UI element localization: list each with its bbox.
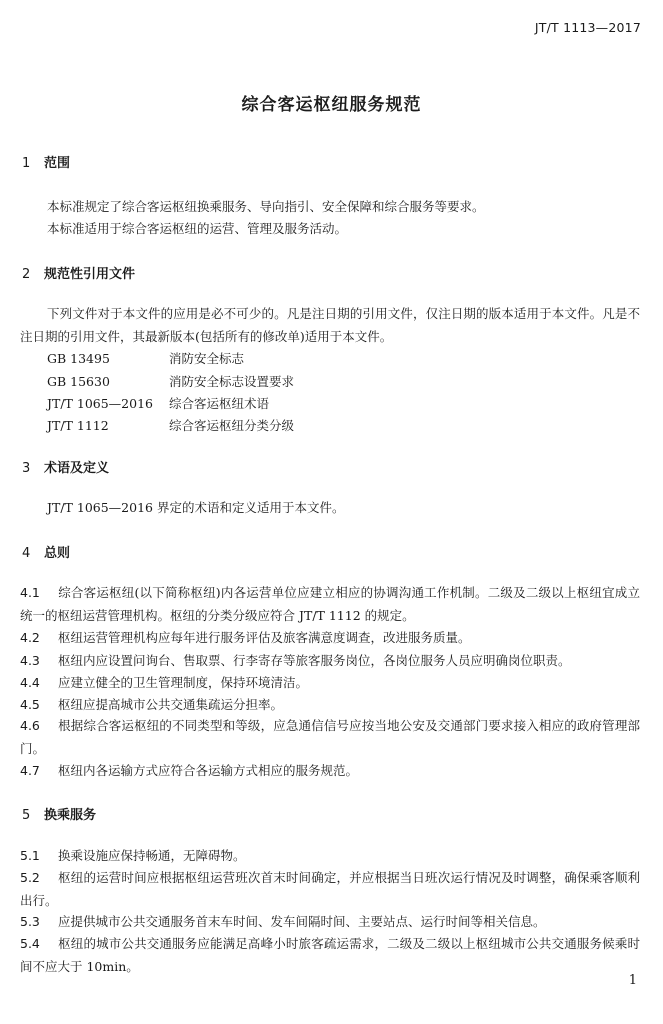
section-heading-terms: [22, 457, 109, 476]
clause-text: 枢纽内各运输方式应符合各运输方式相应的服务规范。: [58, 763, 359, 778]
clause-text: 换乘设施应保持畅通，无障碍物。: [58, 848, 246, 863]
clause-number: 4.5: [20, 697, 40, 712]
clause-text: 应建立健全的卫生管理制度，保持环境清洁。: [58, 675, 309, 690]
paragraph: 本标准适用于综合客运枢纽的运营、管理及服务活动。: [47, 221, 348, 236]
section-title: 总则: [44, 546, 71, 561]
clause-text: 应提供城市公共交通服务首末车时间、发车间隔时间、主要站点、运行时间等相关信息。: [58, 914, 546, 929]
reference-code: GB 15630: [47, 374, 110, 389]
clause-number: 5.1: [20, 848, 40, 863]
section-number: 4: [22, 546, 31, 561]
section-title: 换乘服务: [44, 808, 97, 823]
section-heading-normative-references: [22, 263, 135, 282]
reference-code: JT/T 1065—2016: [47, 396, 153, 411]
standard-number: JT/T 1113—2017: [534, 20, 641, 35]
reference-code: JT/T 1112: [47, 418, 109, 433]
paragraph: 本标准规定了综合客运枢纽换乘服务、导向指引、安全保障和综合服务等要求。: [47, 199, 485, 214]
section-heading-general: [22, 542, 70, 561]
reference-row: [47, 416, 294, 434]
reference-row: [47, 394, 269, 412]
clause: [20, 932, 640, 978]
clause: [20, 581, 640, 627]
clause-text: 枢纽的城市公共交通服务应能满足高峰小时旅客疏运需求，二级及二级以上枢纽城市公共交通服务候乘时间不应大于 10min。: [20, 936, 640, 974]
section-heading-transfer-service: [22, 804, 96, 823]
section-number: 5: [22, 808, 31, 823]
clause-number: 4.2: [20, 630, 40, 645]
clause: [20, 714, 640, 760]
section-number: 2: [22, 267, 31, 282]
clause: [20, 759, 640, 782]
clause-number: 5.2: [20, 870, 40, 885]
paragraph: JT/T 1065—2016 界定的术语和定义适用于本文件。: [47, 500, 345, 515]
section-heading-scope: [22, 152, 70, 171]
clause: [20, 626, 640, 649]
clause-number: 4.3: [20, 653, 40, 668]
clause: [20, 671, 640, 694]
reference-name: 综合客运枢纽分类分级: [169, 418, 295, 433]
section-title: 规范性引用文件: [44, 267, 136, 282]
clause: [20, 910, 640, 933]
document-title: 综合客运枢纽服务规范: [241, 95, 422, 115]
clause: [20, 844, 640, 867]
clause-text: 根据综合客运枢纽的不同类型和等级，应急通信信号应按当地公安及交通部门要求接入相应的政府管理部门。: [20, 718, 640, 756]
reference-row: [47, 349, 244, 367]
section-number: 3: [22, 461, 31, 476]
clause: [20, 649, 640, 672]
reference-row: [47, 372, 294, 390]
clause-number: 4.1: [20, 585, 40, 600]
clause-text: 枢纽运营管理机构应每年进行服务评估及旅客满意度调查，改进服务质量。: [58, 630, 471, 645]
clause-text: 枢纽内应设置问询台、售取票、行李寄存等旅客服务岗位，各岗位服务人员应明确岗位职责。: [58, 653, 571, 668]
section-title: 术语及定义: [44, 461, 110, 476]
reference-name: 综合客运枢纽术语: [169, 396, 270, 411]
clause-number: 5.4: [20, 936, 40, 951]
clause-number: 4.4: [20, 675, 40, 690]
clause-number: 5.3: [20, 914, 40, 929]
reference-name: 消防安全标志: [169, 351, 245, 366]
reference-code: GB 13495: [47, 351, 110, 366]
paragraph: 下列文件对于本文件的应用是必不可少的。凡是注日期的引用文件，仅注日期的版本适用于本文件。凡是不注日期的引用文件，其最新版本(包括所有的修改单)适用于本文件。: [20, 306, 640, 344]
clause-text: 枢纽的运营时间应根据枢纽运营班次首末时间确定，并应根据当日班次运行情况及时调整，确保乘客顺利出行。: [20, 870, 640, 908]
clause: [20, 693, 640, 716]
clause-text: 枢纽应提高城市公共交通集疏运分担率。: [58, 697, 284, 712]
page-number: 1: [628, 973, 637, 988]
section-number: 1: [22, 156, 31, 171]
clause-text: 综合客运枢纽(以下简称枢纽)内各运营单位应建立相应的协调沟通工作机制。二级及二级以上枢纽宜成立统一的枢纽运营管理机构。枢纽的分类分级应符合 JT/T 1112 的规定。: [20, 585, 640, 623]
clause-number: 4.7: [20, 763, 40, 778]
reference-name: 消防安全标志设置要求: [169, 374, 295, 389]
clause-number: 4.6: [20, 718, 40, 733]
section-title: 范围: [44, 156, 71, 171]
clause: [20, 866, 640, 912]
